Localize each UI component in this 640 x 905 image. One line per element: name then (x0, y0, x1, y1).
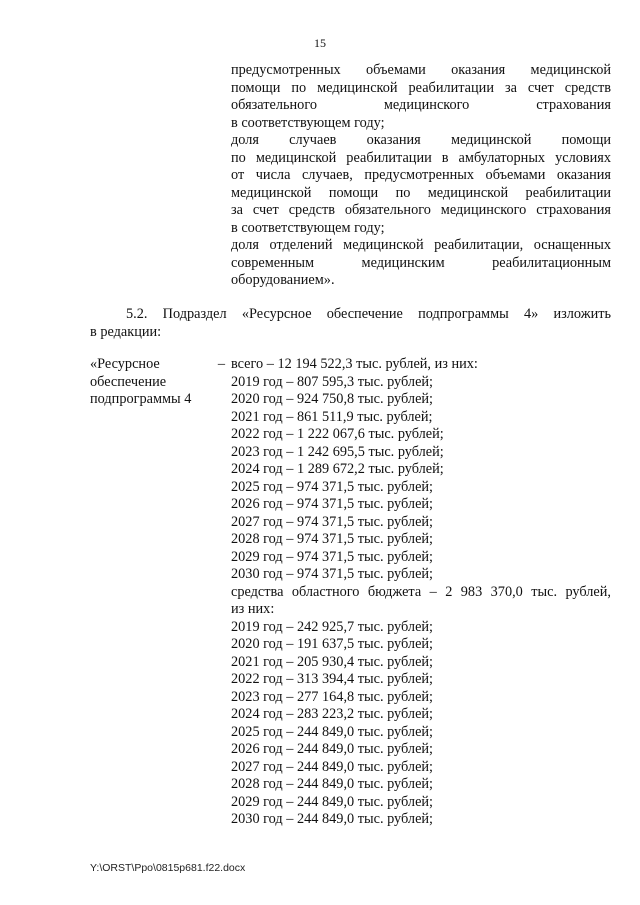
text-line: за счет средств обязательного медицинского страхования (231, 202, 611, 218)
resource-label-line: «Ресурсное (90, 356, 160, 372)
resource-label-line: обеспечение (90, 373, 167, 390)
text-line: от числа случаев, предусмотренных объемами оказания (231, 167, 611, 183)
text-line: в соответствующем году; (231, 219, 385, 236)
funding-line: 2020 год – 191 637,5 тыс. рублей; (231, 636, 434, 652)
funding-line: 2024 год – 283 223,2 тыс. рублей; (231, 706, 434, 722)
funding-line: 2025 год – 244 849,0 тыс. рублей; (231, 723, 434, 740)
funding-line: 2024 год – 1 289 672,2 тыс. рублей; (231, 461, 444, 477)
funding-line: 2028 год – 974 371,5 тыс. рублей; (231, 531, 434, 547)
resource-label (90, 356, 225, 409)
paragraph-line: 5.2. Подраздел «Ресурсное обеспечение подпрограммы 4» изложить (126, 306, 611, 322)
funding-line: 2030 год – 974 371,5 тыс. рублей; (231, 566, 434, 582)
text-line: доля случаев оказания медицинской помощи (231, 132, 611, 148)
funding-line: 2030 год – 244 849,0 тыс. рублей; (231, 811, 434, 827)
funding-line: 2019 год – 242 925,7 тыс. рублей; (231, 618, 434, 635)
resource-label-line: подпрограммы 4 (90, 391, 192, 407)
funding-line: 2021 год – 861 511,9 тыс. рублей; (231, 408, 433, 425)
funding-line: 2022 год – 313 394,4 тыс. рублей; (231, 671, 434, 687)
funding-line: 2028 год – 244 849,0 тыс. рублей; (231, 776, 434, 792)
funding-line: 2029 год – 974 371,5 тыс. рублей; (231, 548, 434, 565)
text-line: оборудованием». (231, 272, 335, 288)
top-text-block (231, 62, 611, 290)
funding-line: 2023 год – 1 242 695,5 тыс. рублей; (231, 443, 444, 460)
text-line: помощи по медицинской реабилитации за счет средств (231, 79, 611, 96)
text-line: по медицинской реабилитации в амбулаторных условиях (231, 149, 611, 166)
funding-line: 2026 год – 974 371,5 тыс. рублей; (231, 496, 434, 512)
page-number: 15 (314, 36, 326, 50)
funding-line: 2029 год – 244 849,0 тыс. рублей; (231, 793, 434, 810)
text-line: предусмотренных объемами оказания медицинской (231, 62, 611, 78)
text-line: медицинской помощи по медицинской реабилитации (231, 184, 611, 201)
funding-line: 2023 год – 277 164,8 тыс. рублей; (231, 688, 434, 705)
funding-line: 2027 год – 244 849,0 тыс. рублей; (231, 758, 434, 775)
text-line: обязательного медицинского страхования (231, 97, 611, 113)
label-dash: – (217, 356, 225, 372)
funding-line: 2021 год – 205 930,4 тыс. рублей; (231, 653, 434, 670)
funding-line: из них: (231, 601, 275, 617)
funding-line: всего – 12 194 522,3 тыс. рублей, из них: (231, 356, 478, 372)
funding-line: 2025 год – 974 371,5 тыс. рублей; (231, 478, 434, 495)
funding-line: 2019 год – 807 595,3 тыс. рублей; (231, 373, 434, 390)
file-path-footer: Y:\ORST\Ppo\0815p681.f22.docx (90, 862, 246, 874)
text-line: доля отделений медицинской реабилитации, оснащенных (231, 237, 611, 253)
text-line: современным медицинским реабилитационным (231, 254, 611, 271)
funding-line: 2026 год – 244 849,0 тыс. рублей; (231, 741, 434, 757)
funding-line: 2027 год – 974 371,5 тыс. рублей; (231, 513, 434, 530)
section-paragraph (90, 306, 611, 341)
funding-line: 2020 год – 924 750,8 тыс. рублей; (231, 391, 434, 407)
funding-line: средства областного бюджета – 2 983 370,0 тыс. рублей, (231, 583, 611, 600)
text-line: в соответствующем году; (231, 114, 385, 131)
resource-funding-block (231, 356, 611, 829)
paragraph-line: в редакции: (90, 323, 162, 340)
funding-line: 2022 год – 1 222 067,6 тыс. рублей; (231, 426, 444, 442)
